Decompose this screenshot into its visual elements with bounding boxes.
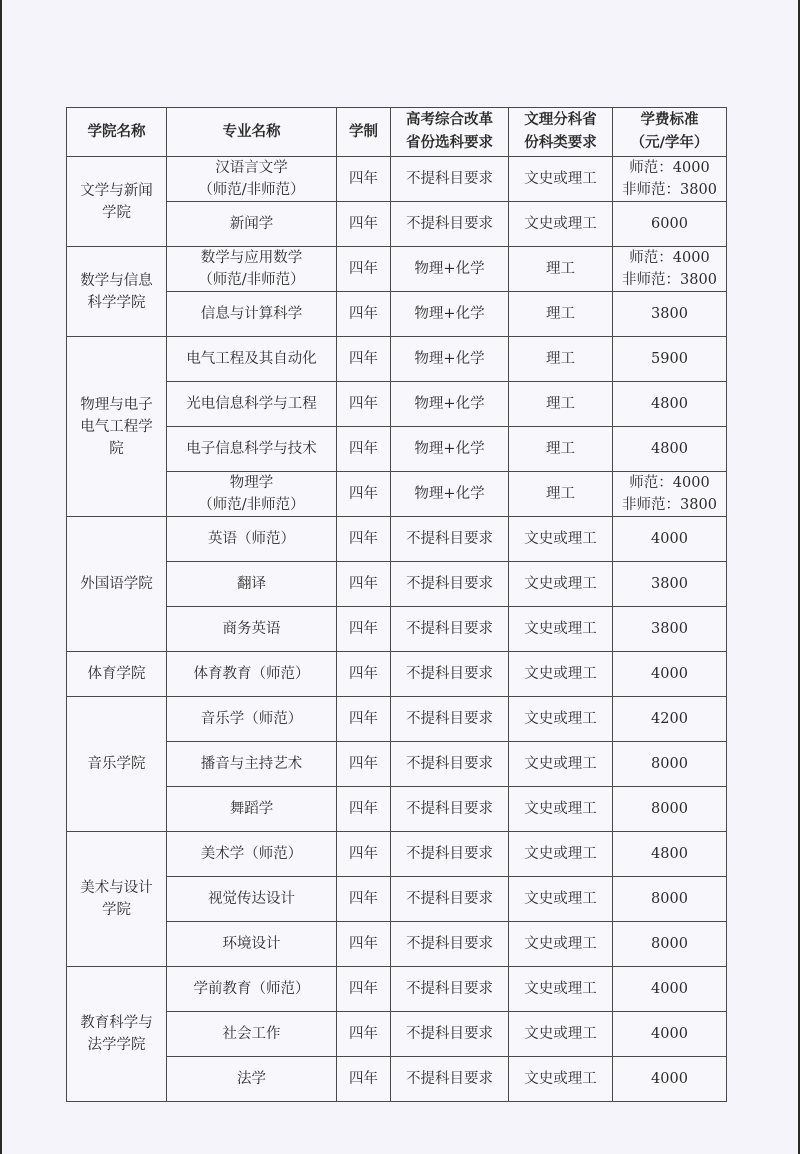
track-req-cell: 文史或理工	[509, 652, 613, 697]
header-tuition-fee: 学费标准 （元/学年）	[613, 108, 727, 157]
table-row	[67, 517, 727, 562]
header-college-name: 学院名称	[67, 108, 167, 157]
track-req-cell: 理工	[509, 337, 613, 382]
reform-subject-req-cell: 物理+化学	[391, 247, 509, 292]
duration-cell: 四年	[337, 472, 391, 517]
reform-subject-req-cell: 物理+化学	[391, 292, 509, 337]
tuition-fee-cell: 6000	[613, 202, 727, 247]
track-req-cell: 文史或理工	[509, 922, 613, 967]
duration-cell: 四年	[337, 292, 391, 337]
track-req-cell: 理工	[509, 427, 613, 472]
major-name-cell: 音乐学（师范）	[167, 697, 337, 742]
reform-subject-req-cell: 不提科目要求	[391, 967, 509, 1012]
tuition-fee-table	[66, 107, 727, 1102]
duration-cell: 四年	[337, 967, 391, 1012]
duration-cell: 四年	[337, 337, 391, 382]
reform-subject-req-cell: 不提科目要求	[391, 697, 509, 742]
duration-cell: 四年	[337, 202, 391, 247]
reform-subject-req-cell: 不提科目要求	[391, 517, 509, 562]
major-name-cell: 学前教育（师范）	[167, 967, 337, 1012]
track-req-cell: 文史或理工	[509, 697, 613, 742]
tuition-fee-cell: 8000	[613, 787, 727, 832]
header-reform-subject-req: 高考综合改革 省份选科要求	[391, 108, 509, 157]
tuition-fee-cell: 4000	[613, 967, 727, 1012]
duration-cell: 四年	[337, 742, 391, 787]
college-name-cell: 体育学院	[67, 652, 167, 697]
track-req-cell: 文史或理工	[509, 967, 613, 1012]
major-name-cell: 翻译	[167, 562, 337, 607]
major-name-cell: 法学	[167, 1057, 337, 1102]
major-name-cell: 物理学 （师范/非师范）	[167, 472, 337, 517]
header-duration: 学制	[337, 108, 391, 157]
reform-subject-req-cell: 不提科目要求	[391, 562, 509, 607]
college-name-cell: 物理与电子 电气工程学 院	[67, 337, 167, 517]
track-req-cell: 理工	[509, 292, 613, 337]
reform-subject-req-cell: 不提科目要求	[391, 832, 509, 877]
header-track-req: 文理分科省 份科类要求	[509, 108, 613, 157]
major-name-cell: 环境设计	[167, 922, 337, 967]
track-req-cell: 文史或理工	[509, 832, 613, 877]
tuition-fee-cell: 4800	[613, 427, 727, 472]
table-row	[67, 247, 727, 292]
tuition-fee-cell: 3800	[613, 562, 727, 607]
reform-subject-req-cell: 物理+化学	[391, 427, 509, 472]
table-row	[67, 697, 727, 742]
duration-cell: 四年	[337, 652, 391, 697]
tuition-fee-cell: 4000	[613, 1012, 727, 1057]
major-name-cell: 汉语言文学 （师范/非师范）	[167, 157, 337, 202]
duration-cell: 四年	[337, 922, 391, 967]
reform-subject-req-cell: 不提科目要求	[391, 157, 509, 202]
duration-cell: 四年	[337, 157, 391, 202]
track-req-cell: 文史或理工	[509, 1057, 613, 1102]
track-req-cell: 文史或理工	[509, 607, 613, 652]
tuition-fee-cell: 4200	[613, 697, 727, 742]
tuition-fee-cell: 8000	[613, 877, 727, 922]
reform-subject-req-cell: 物理+化学	[391, 472, 509, 517]
major-name-cell: 美术学（师范）	[167, 832, 337, 877]
college-name-cell: 教育科学与 法学学院	[67, 967, 167, 1102]
tuition-fee-cell: 4000	[613, 517, 727, 562]
major-name-cell: 舞蹈学	[167, 787, 337, 832]
tuition-fee-cell: 师范：4000 非师范：3800	[613, 472, 727, 517]
duration-cell: 四年	[337, 877, 391, 922]
major-name-cell: 视觉传达设计	[167, 877, 337, 922]
major-name-cell: 电子信息科学与技术	[167, 427, 337, 472]
tuition-fee-cell: 3800	[613, 607, 727, 652]
track-req-cell: 文史或理工	[509, 1012, 613, 1057]
track-req-cell: 理工	[509, 247, 613, 292]
duration-cell: 四年	[337, 1012, 391, 1057]
table-row	[67, 652, 727, 697]
tuition-fee-cell: 4800	[613, 382, 727, 427]
college-name-cell: 数学与信息 科学学院	[67, 247, 167, 337]
major-name-cell: 播音与主持艺术	[167, 742, 337, 787]
track-req-cell: 文史或理工	[509, 562, 613, 607]
reform-subject-req-cell: 不提科目要求	[391, 1057, 509, 1102]
major-name-cell: 信息与计算科学	[167, 292, 337, 337]
table-body	[67, 157, 727, 1102]
reform-subject-req-cell: 物理+化学	[391, 337, 509, 382]
track-req-cell: 文史或理工	[509, 742, 613, 787]
track-req-cell: 理工	[509, 382, 613, 427]
table-row	[67, 832, 727, 877]
duration-cell: 四年	[337, 382, 391, 427]
duration-cell: 四年	[337, 832, 391, 877]
major-name-cell: 英语（师范）	[167, 517, 337, 562]
track-req-cell: 理工	[509, 472, 613, 517]
tuition-fee-cell: 3800	[613, 292, 727, 337]
reform-subject-req-cell: 不提科目要求	[391, 202, 509, 247]
track-req-cell: 文史或理工	[509, 202, 613, 247]
major-name-cell: 电气工程及其自动化	[167, 337, 337, 382]
college-name-cell: 外国语学院	[67, 517, 167, 652]
major-name-cell: 社会工作	[167, 1012, 337, 1057]
reform-subject-req-cell: 不提科目要求	[391, 787, 509, 832]
major-name-cell: 体育教育（师范）	[167, 652, 337, 697]
tuition-fee-cell: 8000	[613, 742, 727, 787]
tuition-fee-cell: 4000	[613, 1057, 727, 1102]
track-req-cell: 文史或理工	[509, 517, 613, 562]
duration-cell: 四年	[337, 562, 391, 607]
header-row	[67, 108, 727, 157]
duration-cell: 四年	[337, 247, 391, 292]
duration-cell: 四年	[337, 607, 391, 652]
reform-subject-req-cell: 不提科目要求	[391, 607, 509, 652]
tuition-fee-cell: 4000	[613, 652, 727, 697]
duration-cell: 四年	[337, 787, 391, 832]
header-major-name: 专业名称	[167, 108, 337, 157]
college-name-cell: 美术与设计 学院	[67, 832, 167, 967]
table-row	[67, 337, 727, 382]
reform-subject-req-cell: 物理+化学	[391, 382, 509, 427]
track-req-cell: 文史或理工	[509, 787, 613, 832]
major-name-cell: 数学与应用数学 （师范/非师范）	[167, 247, 337, 292]
major-name-cell: 商务英语	[167, 607, 337, 652]
reform-subject-req-cell: 不提科目要求	[391, 877, 509, 922]
college-name-cell: 文学与新闻 学院	[67, 157, 167, 247]
major-name-cell: 光电信息科学与工程	[167, 382, 337, 427]
duration-cell: 四年	[337, 697, 391, 742]
tuition-fee-cell: 8000	[613, 922, 727, 967]
reform-subject-req-cell: 不提科目要求	[391, 652, 509, 697]
reform-subject-req-cell: 不提科目要求	[391, 922, 509, 967]
tuition-fee-cell: 师范：4000 非师范：3800	[613, 157, 727, 202]
major-name-cell: 新闻学	[167, 202, 337, 247]
reform-subject-req-cell: 不提科目要求	[391, 742, 509, 787]
tuition-fee-cell: 5900	[613, 337, 727, 382]
duration-cell: 四年	[337, 1057, 391, 1102]
table-row	[67, 157, 727, 202]
track-req-cell: 文史或理工	[509, 877, 613, 922]
table-header	[67, 108, 727, 157]
tuition-fee-cell: 师范：4000 非师范：3800	[613, 247, 727, 292]
image-edge-left	[0, 0, 2, 1154]
reform-subject-req-cell: 不提科目要求	[391, 1012, 509, 1057]
duration-cell: 四年	[337, 517, 391, 562]
duration-cell: 四年	[337, 427, 391, 472]
college-name-cell: 音乐学院	[67, 697, 167, 832]
track-req-cell: 文史或理工	[509, 157, 613, 202]
tuition-fee-cell: 4800	[613, 832, 727, 877]
table-row	[67, 967, 727, 1012]
